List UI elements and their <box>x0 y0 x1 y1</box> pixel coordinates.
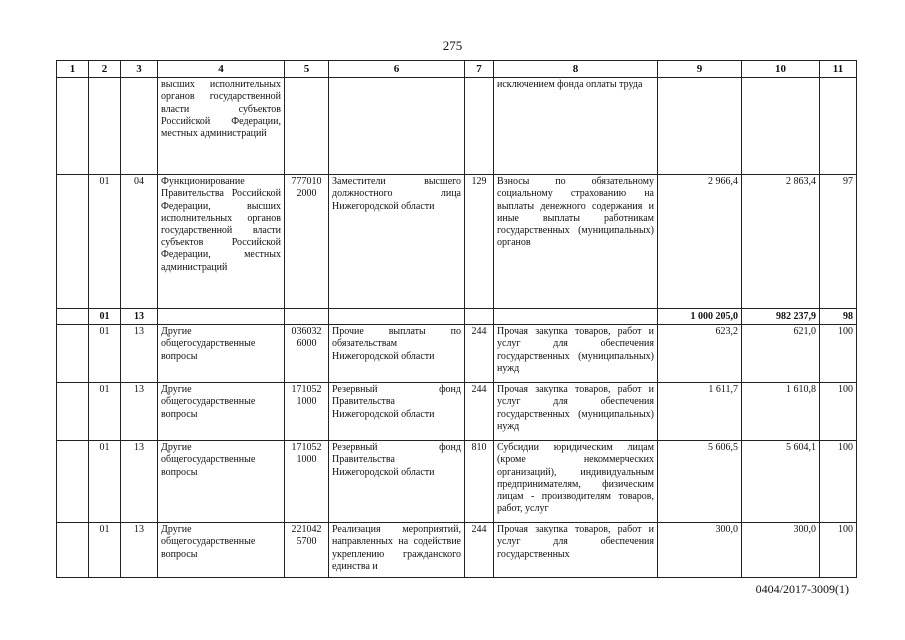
cell-section <box>89 78 121 175</box>
cell-percent: 98 <box>820 309 857 325</box>
cell-subsection: 13 <box>121 325 158 383</box>
cell-expense-code: 129 <box>465 175 494 309</box>
cell-executed <box>742 78 820 175</box>
cell-section: 01 <box>89 523 121 578</box>
cell-target-code <box>285 309 329 325</box>
cell-col1 <box>57 309 89 325</box>
cell-section: 01 <box>89 325 121 383</box>
cell-target-name <box>329 78 465 175</box>
cell-target-name <box>329 309 465 325</box>
cell-executed: 1 610,8 <box>742 383 820 441</box>
cell-col1 <box>57 78 89 175</box>
column-header: 11 <box>820 61 857 78</box>
cell-subsection <box>121 78 158 175</box>
table-row <box>57 441 857 523</box>
table-row <box>57 325 857 383</box>
cell-expense-code: 810 <box>465 441 494 523</box>
cell-target-code: 221042 5700 <box>285 523 329 578</box>
cell-subsection: 13 <box>121 441 158 523</box>
cell-expense-name: Взносы по обязательному социальному страхованию на выплаты денежного содержания и иные выплаты работникам государственных (муниципальных) органов <box>494 175 658 309</box>
cell-target-code: 036032 6000 <box>285 325 329 383</box>
cell-section: 01 <box>89 309 121 325</box>
cell-subsection-name: Другие общегосударственные вопросы <box>158 383 285 441</box>
column-header: 2 <box>89 61 121 78</box>
cell-expense-name: Субсидии юридическим лицам (кроме некоммерческих организаций), индивидуальным предпринимателям, физическим лицам - производителям товаров, работ, услуг <box>494 441 658 523</box>
cell-executed: 2 863,4 <box>742 175 820 309</box>
cell-expense-name <box>494 309 658 325</box>
cell-target-code: 171052 1000 <box>285 441 329 523</box>
cell-expense-name: исключением фонда оплаты труда <box>494 78 658 175</box>
cell-col1 <box>57 325 89 383</box>
column-header: 8 <box>494 61 658 78</box>
cell-subsection: 13 <box>121 523 158 578</box>
budget-table <box>56 60 857 578</box>
cell-col1 <box>57 383 89 441</box>
cell-section: 01 <box>89 175 121 309</box>
cell-col1 <box>57 441 89 523</box>
cell-planned: 1 000 205,0 <box>658 309 742 325</box>
cell-target-name: Резервный фонд Правительства Нижегородской области <box>329 383 465 441</box>
column-header: 3 <box>121 61 158 78</box>
cell-planned: 623,2 <box>658 325 742 383</box>
cell-subsection-name: Другие общегосударственные вопросы <box>158 441 285 523</box>
cell-section: 01 <box>89 383 121 441</box>
cell-executed: 300,0 <box>742 523 820 578</box>
subtotal-row <box>57 309 857 325</box>
cell-subsection: 04 <box>121 175 158 309</box>
cell-expense-name: Прочая закупка товаров, работ и услуг для обеспечения государственных (муниципальных) нужд <box>494 383 658 441</box>
table-header-row <box>57 61 857 78</box>
cell-executed: 5 604,1 <box>742 441 820 523</box>
cell-planned: 2 966,4 <box>658 175 742 309</box>
cell-expense-code <box>465 309 494 325</box>
document-code: 0404/2017-3009(1) <box>755 582 849 596</box>
column-header: 5 <box>285 61 329 78</box>
cell-executed: 982 237,9 <box>742 309 820 325</box>
cell-percent: 100 <box>820 325 857 383</box>
cell-percent <box>820 78 857 175</box>
table-row <box>57 175 857 309</box>
cell-subsection-name: Функционирование Правительства Российской Федерации, высших исполнительных органов государственной власти субъектов Российской Федерации, местных администраций <box>158 175 285 309</box>
cell-expense-code: 244 <box>465 325 494 383</box>
cell-target-name: Прочие выплаты по обязательствам Нижегородской области <box>329 325 465 383</box>
column-header: 4 <box>158 61 285 78</box>
cell-target-code <box>285 78 329 175</box>
cell-expense-name: Прочая закупка товаров, работ и услуг для обеспечения государственных <box>494 523 658 578</box>
cell-expense-name: Прочая закупка товаров, работ и услуг для обеспечения государственных (муниципальных) нужд <box>494 325 658 383</box>
cell-subsection-name: высших исполнительных органов государственной власти субъектов Российской Федерации, местных администраций <box>158 78 285 175</box>
column-header: 1 <box>57 61 89 78</box>
cell-expense-code: 244 <box>465 383 494 441</box>
cell-subsection-name: Другие общегосударственные вопросы <box>158 325 285 383</box>
cell-percent: 100 <box>820 441 857 523</box>
cell-target-name: Резервный фонд Правительства Нижегородской области <box>329 441 465 523</box>
cell-target-code: 171052 1000 <box>285 383 329 441</box>
table-row <box>57 383 857 441</box>
cell-percent: 100 <box>820 523 857 578</box>
column-header: 7 <box>465 61 494 78</box>
cell-subsection-name <box>158 309 285 325</box>
cell-target-code: 777010 2000 <box>285 175 329 309</box>
cell-percent: 100 <box>820 383 857 441</box>
page-number: 275 <box>442 38 463 53</box>
cell-percent: 97 <box>820 175 857 309</box>
cell-target-name: Заместители высшего должностного лица Нижегородской области <box>329 175 465 309</box>
cell-expense-code <box>465 78 494 175</box>
column-header: 6 <box>329 61 465 78</box>
cell-planned: 300,0 <box>658 523 742 578</box>
cell-planned: 5 606,5 <box>658 441 742 523</box>
cell-col1 <box>57 175 89 309</box>
cell-subsection: 13 <box>121 383 158 441</box>
cell-subsection: 13 <box>121 309 158 325</box>
cell-planned <box>658 78 742 175</box>
cell-target-name: Реализация мероприятий, направленных на содействие укреплению гражданского единства и <box>329 523 465 578</box>
cell-col1 <box>57 523 89 578</box>
column-header: 10 <box>742 61 820 78</box>
cell-executed: 621,0 <box>742 325 820 383</box>
column-header: 9 <box>658 61 742 78</box>
table-row <box>57 78 857 175</box>
cell-section: 01 <box>89 441 121 523</box>
cell-subsection-name: Другие общегосударственные вопросы <box>158 523 285 578</box>
cell-expense-code: 244 <box>465 523 494 578</box>
cell-planned: 1 611,7 <box>658 383 742 441</box>
table-row <box>57 523 857 578</box>
